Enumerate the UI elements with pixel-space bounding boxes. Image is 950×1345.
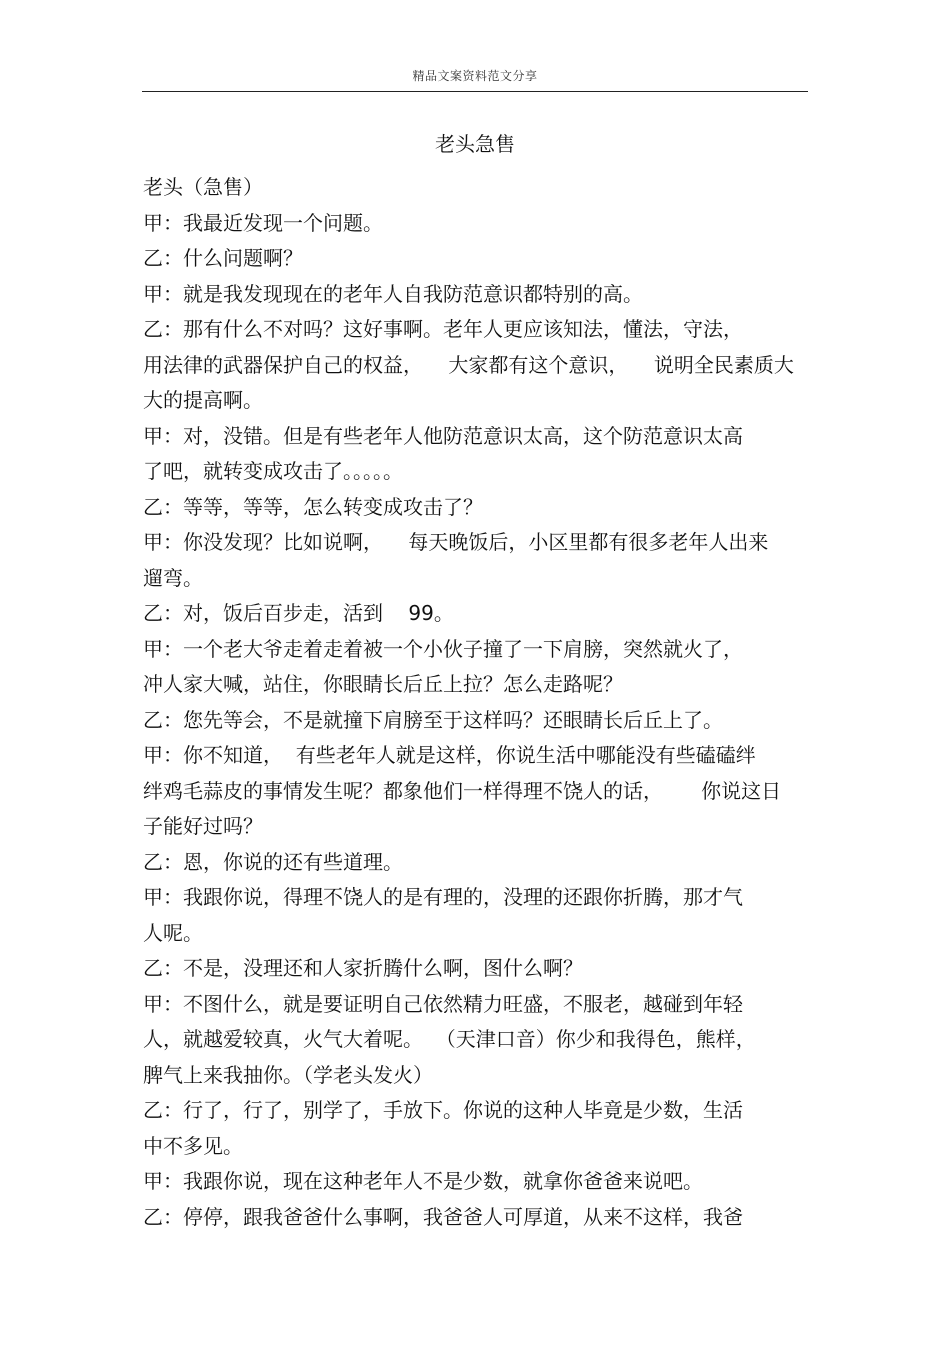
text-line: 甲：我跟你说，得理不饶人的是有理的，没理的还跟你折腾，那才气 bbox=[143, 885, 743, 909]
text-line: 甲：对，没错。但是有些老年人他防范意识太高，这个防范意识太高 bbox=[143, 423, 743, 448]
text-line: 绊鸡毛蒜皮的事情发生呢？都象他们一样得理不饶人的话， 你说这日 bbox=[143, 778, 782, 803]
text-line: 甲：不图什么，就是要证明自己依然精力旺盛，不服老，越碰到年轻 bbox=[143, 991, 743, 1016]
text-line: 用法律的武器保护自己的权益， 大家都有这个意识， 说明全民素质大 bbox=[143, 352, 794, 377]
text-line: 子能好过吗？ bbox=[143, 814, 263, 838]
page-header-text: 精品文案资料范文分享 bbox=[412, 69, 538, 83]
text-line: 甲：我最近发现一个问题。 bbox=[143, 210, 383, 235]
text-line: 乙：对，饭后百步走，活到 99。 bbox=[143, 601, 454, 625]
document-body bbox=[143, 170, 823, 1235]
header-divider bbox=[142, 91, 808, 92]
text-line: 甲：我跟你说，现在这种老年人不是少数，就拿你爸爸来说吧。 bbox=[143, 1169, 703, 1193]
text-line: 人呢。 bbox=[143, 920, 203, 945]
text-line: 甲：你没发现？比如说啊， 每天晚饭后，小区里都有很多老年人出来 bbox=[143, 530, 769, 554]
text-line: 乙：停停，跟我爸爸什么事啊，我爸爸人可厚道，从来不这样，我爸 bbox=[143, 1204, 743, 1229]
text-line: 脾气上来我抽你。（学老头发火） bbox=[143, 1062, 433, 1087]
text-line: 乙：等等，等等，怎么转变成攻击了？ bbox=[143, 494, 483, 519]
text-line: 甲：你不知道， 有些老年人就是这样，你说生活中哪能没有些磕磕绊 bbox=[143, 743, 756, 767]
text-line: 老头（急售） bbox=[143, 175, 263, 199]
text-line: 冲人家大喊，站住，你眼睛长后丘上拉？怎么走路呢？ bbox=[143, 672, 623, 696]
text-line: 乙：您先等会，不是就撞下肩膀至于这样吗？还眼睛长后丘上了。 bbox=[143, 707, 723, 732]
text-line: 大的提高啊。 bbox=[143, 388, 263, 412]
text-line: 遛弯。 bbox=[143, 565, 203, 590]
text-line: 甲：就是我发现现在的老年人自我防范意识都特别的高。 bbox=[143, 281, 643, 306]
text-line: 乙：恩，你说的还有些道理。 bbox=[143, 849, 403, 874]
text-line: 乙：那有什么不对吗？这好事啊。老年人更应该知法，懂法，守法， bbox=[143, 317, 743, 341]
text-line: 了吧，就转变成攻击了。。。。。 bbox=[143, 459, 403, 483]
text-line: 乙：行了，行了，别学了，手放下。你说的这种人毕竟是少数，生活 bbox=[143, 1098, 743, 1122]
text-line: 人，就越爱较真，火气大着呢。 （天津口音）你少和我得色，熊样， bbox=[143, 1027, 756, 1051]
text-line: 中不多见。 bbox=[143, 1133, 243, 1158]
text-line: 乙：不是，没理还和人家折腾什么啊，图什么啊？ bbox=[143, 956, 583, 980]
document-title: 老头急售 bbox=[435, 132, 515, 156]
text-line: 甲：一个老大爷走着走着被一个小伙子撞了一下肩膀，突然就火了， bbox=[143, 636, 743, 661]
text-line: 乙：什么问题啊？ bbox=[143, 246, 303, 270]
